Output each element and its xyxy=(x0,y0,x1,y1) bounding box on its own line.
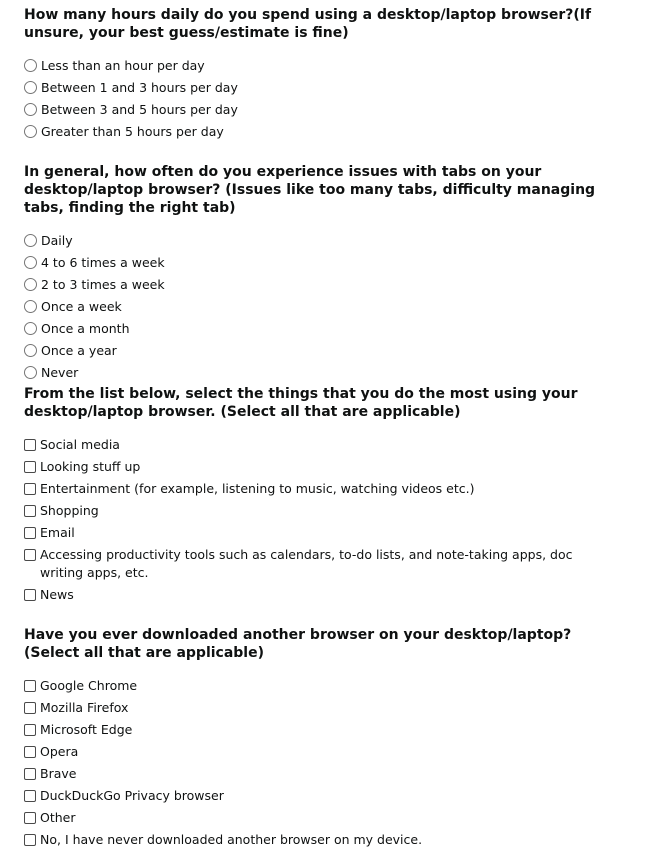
radio-button[interactable] xyxy=(24,278,37,291)
option-never[interactable] xyxy=(24,364,624,386)
option-opera[interactable] xyxy=(24,743,624,765)
option-label: Looking stuff up xyxy=(40,459,141,474)
option-entertainment[interactable] xyxy=(24,480,624,502)
radio-button[interactable] xyxy=(24,125,37,138)
option-label: News xyxy=(40,587,74,602)
checkbox[interactable] xyxy=(24,680,36,692)
checkbox[interactable] xyxy=(24,439,36,451)
question-title: From the list below, select the things that you do the most using your desktop/laptop browser. (Select all that are applicable) xyxy=(24,386,578,420)
option-other[interactable] xyxy=(24,809,624,831)
radio-button[interactable] xyxy=(24,344,37,357)
checkbox[interactable] xyxy=(24,589,36,601)
question-title: In general, how often do you experience issues with tabs on your desktop/laptop browser? (Issues like too many tabs, difficulty managing tabs, finding the right tab) xyxy=(24,164,596,216)
question-tab-issues xyxy=(24,163,624,386)
radio-button[interactable] xyxy=(24,256,37,269)
option-label: Social media xyxy=(40,437,120,452)
option-more-than-5-hours[interactable] xyxy=(24,123,624,145)
option-label: Daily xyxy=(41,233,73,248)
option-label: Google Chrome xyxy=(40,678,138,693)
options-group xyxy=(24,57,624,145)
option-label: 4 to 6 times a week xyxy=(41,255,165,270)
option-once-week[interactable] xyxy=(24,298,624,320)
option-label: Brave xyxy=(40,766,77,781)
question-other-browsers xyxy=(24,626,624,853)
question-browser-activities xyxy=(24,385,624,608)
checkbox[interactable] xyxy=(24,834,36,846)
question-title: Have you ever downloaded another browser on your desktop/laptop? (Select all that are applicable) xyxy=(24,627,572,661)
option-once-month[interactable] xyxy=(24,320,624,342)
checkbox[interactable] xyxy=(24,461,36,473)
option-duckduckgo[interactable] xyxy=(24,787,624,809)
checkbox[interactable] xyxy=(24,768,36,780)
checkbox[interactable] xyxy=(24,527,36,539)
option-label: Mozilla Firefox xyxy=(40,700,129,715)
radio-button[interactable] xyxy=(24,234,37,247)
option-productivity-tools[interactable] xyxy=(24,546,624,586)
radio-button[interactable] xyxy=(24,366,37,379)
option-label: Once a month xyxy=(41,321,130,336)
option-label: Opera xyxy=(40,744,79,759)
option-google-chrome[interactable] xyxy=(24,677,624,699)
checkbox[interactable] xyxy=(24,549,36,561)
option-looking-stuff-up[interactable] xyxy=(24,458,624,480)
checkbox[interactable] xyxy=(24,505,36,517)
option-label: Email xyxy=(40,525,75,540)
option-news[interactable] xyxy=(24,586,624,608)
options-group xyxy=(24,232,624,386)
option-label: Between 1 and 3 hours per day xyxy=(41,80,238,95)
option-daily[interactable] xyxy=(24,232,624,254)
option-4-to-6-week[interactable] xyxy=(24,254,624,276)
question-browser-hours xyxy=(24,6,624,145)
option-label: Greater than 5 hours per day xyxy=(41,124,224,139)
checkbox[interactable] xyxy=(24,746,36,758)
option-never-downloaded[interactable] xyxy=(24,831,624,853)
options-group xyxy=(24,677,624,853)
option-shopping[interactable] xyxy=(24,502,624,524)
option-brave[interactable] xyxy=(24,765,624,787)
checkbox[interactable] xyxy=(24,790,36,802)
option-label: Other xyxy=(40,810,76,825)
option-mozilla-firefox[interactable] xyxy=(24,699,624,721)
option-email[interactable] xyxy=(24,524,624,546)
checkbox[interactable] xyxy=(24,812,36,824)
option-label: Shopping xyxy=(40,503,99,518)
option-microsoft-edge[interactable] xyxy=(24,721,624,743)
checkbox[interactable] xyxy=(24,724,36,736)
checkbox[interactable] xyxy=(24,702,36,714)
option-once-year[interactable] xyxy=(24,342,624,364)
radio-button[interactable] xyxy=(24,59,37,72)
option-label: Accessing productivity tools such as calendars, to-do lists, and note-taking apps, doc writing apps, etc. xyxy=(40,547,573,580)
option-label: Microsoft Edge xyxy=(40,722,133,737)
option-label: Once a year xyxy=(41,343,117,358)
option-label: DuckDuckGo Privacy browser xyxy=(40,788,224,803)
options-group xyxy=(24,436,624,608)
radio-button[interactable] xyxy=(24,300,37,313)
option-2-to-3-week[interactable] xyxy=(24,276,624,298)
option-label: No, I have never downloaded another browser on my device. xyxy=(40,832,423,847)
checkbox[interactable] xyxy=(24,483,36,495)
option-label: 2 to 3 times a week xyxy=(41,277,165,292)
option-label: Between 3 and 5 hours per day xyxy=(41,102,238,117)
radio-button[interactable] xyxy=(24,103,37,116)
option-label: Once a week xyxy=(41,299,122,314)
option-1-to-3-hours[interactable] xyxy=(24,79,624,101)
option-label: Less than an hour per day xyxy=(41,58,205,73)
radio-button[interactable] xyxy=(24,322,37,335)
option-3-to-5-hours[interactable] xyxy=(24,101,624,123)
option-less-than-hour[interactable] xyxy=(24,57,624,79)
option-label: Entertainment (for example, listening to music, watching videos etc.) xyxy=(40,481,475,496)
question-title: How many hours daily do you spend using a desktop/laptop browser?(If unsure, your best guess/estimate is fine) xyxy=(24,7,592,41)
option-social-media[interactable] xyxy=(24,436,624,458)
option-label: Never xyxy=(41,365,79,380)
radio-button[interactable] xyxy=(24,81,37,94)
